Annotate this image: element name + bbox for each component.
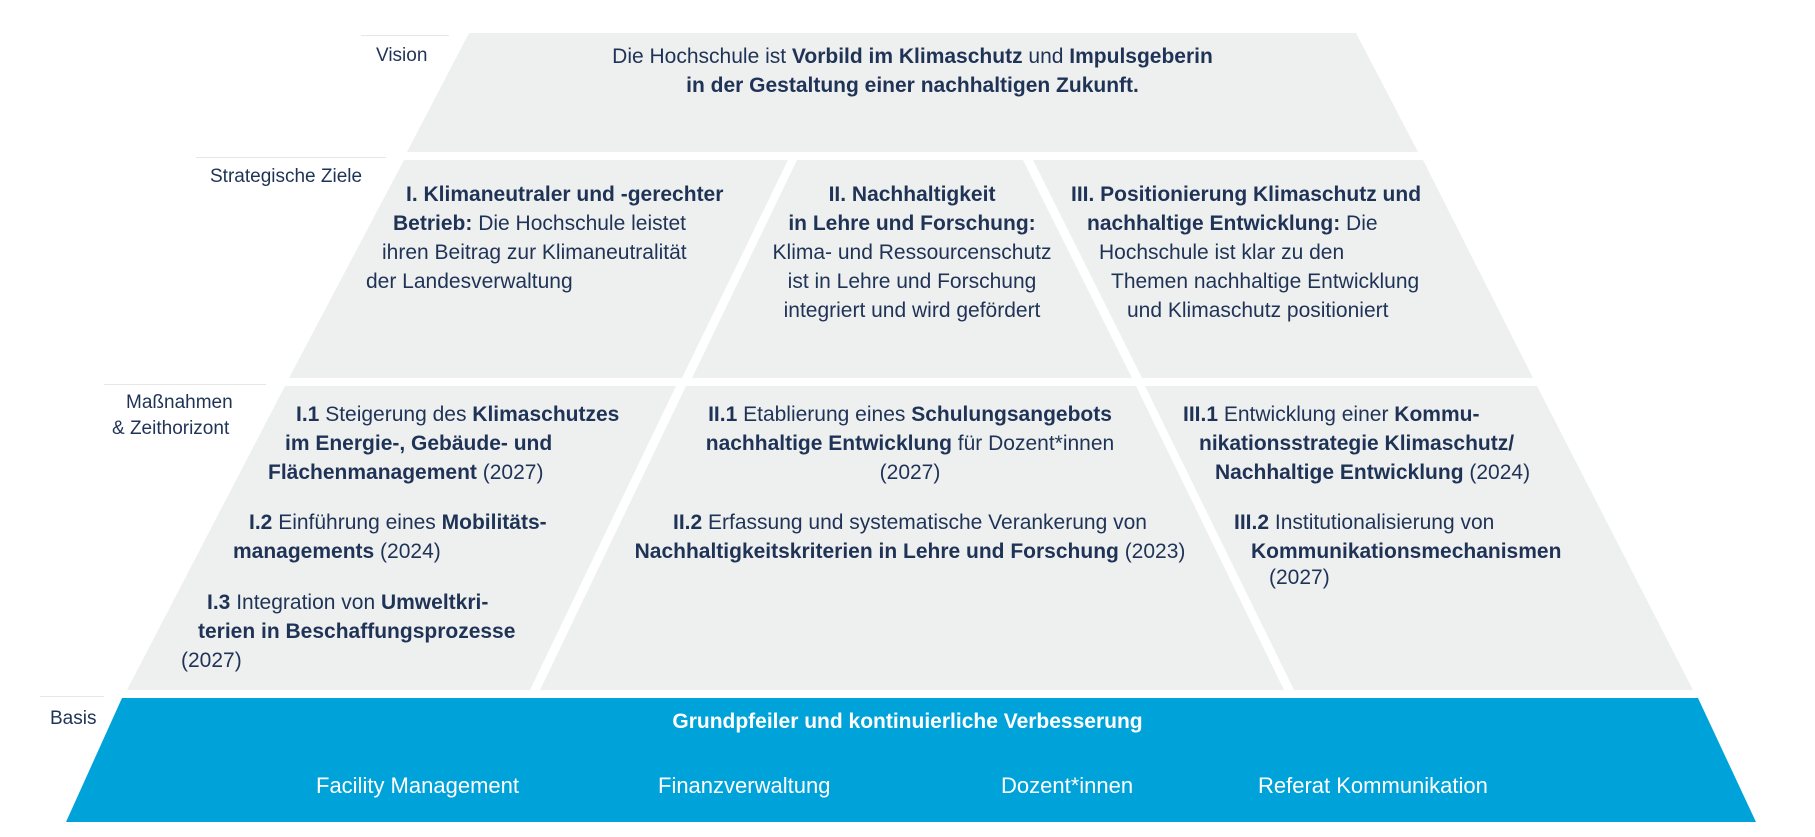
measures-label <box>112 390 233 442</box>
basis-label: Basis <box>50 708 97 729</box>
goal-2-text: II. Nachhaltigkeit in Lehre und Forschung: Klima- und Ressourcenschutz ist in Lehre und Forschung integriert und wird gefördert <box>772 183 1052 322</box>
basis-label-line <box>40 696 104 697</box>
vision-label-line <box>361 35 449 36</box>
vision-statement <box>450 42 1375 100</box>
vision-line-1: Die Hochschule ist Vorbild im Klimaschutz und Impulsgeberin <box>612 45 1213 68</box>
basis-title: Grundpfeiler und kontinuierliche Verbesserung <box>672 710 1143 733</box>
goals-label-line <box>196 157 386 158</box>
measures-label-line <box>104 384 266 385</box>
basis-item-finanzverwaltung: Finanzverwaltung <box>658 773 831 798</box>
vision-label: Vision <box>376 45 428 66</box>
measure-2-1: II.1 Etablierung eines Schulungsangebots nachhaltige Entwicklung für Dozent*innen (2027) <box>705 403 1115 484</box>
basis-item-facility-management: Facility Management <box>316 773 519 798</box>
measures-label-line2: & Zeithorizont <box>112 418 230 439</box>
basis-item-referat-kommunikation: Referat Kommunikation <box>1258 773 1488 798</box>
measures-label-line1: Maßnahmen <box>126 392 233 413</box>
vision-line-2: in der Gestaltung einer nachhaltigen Zukunft. <box>686 74 1139 97</box>
basis-item-dozentinnen: Dozent*innen <box>1001 773 1134 798</box>
measure-2-2: II.2 Erfassung und systematische Verankerung von Nachhaltigkeitskriterien in Lehre und Forschung (2023) <box>634 511 1186 563</box>
goals-label: Strategische Ziele <box>210 166 363 187</box>
